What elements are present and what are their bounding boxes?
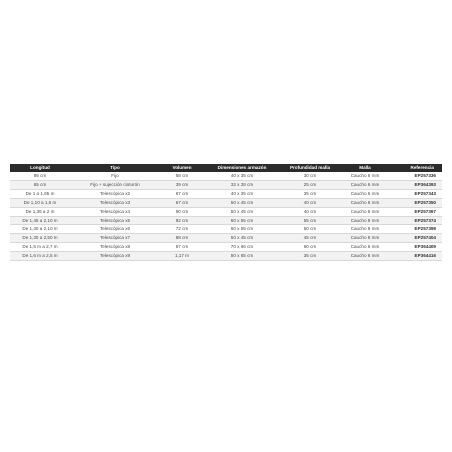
table-row <box>10 252 442 261</box>
referencia-cell: EP257343 <box>390 189 442 198</box>
dimensiones-cell: 40 x 35 cm <box>204 172 280 180</box>
referencia-cell: EP257374 <box>390 216 442 225</box>
malla-cell: Caucho 8 mm <box>340 207 390 216</box>
header-longitud: Longitud <box>10 164 70 172</box>
malla-cell: Caucho 6 mm <box>340 189 390 198</box>
volumen-cell: 90 cm <box>160 207 204 216</box>
profundidad-cell: 30 cm <box>280 172 340 180</box>
malla-cell: Caucho 8 mm <box>340 225 390 234</box>
header-malla: Malla <box>340 164 390 172</box>
tipo-cell: Telescópica x4 <box>70 207 160 216</box>
malla-cell: Caucho 6 mm <box>340 180 390 189</box>
malla-cell: Caucho 6 mm <box>340 252 390 261</box>
tipo-cell: Fijo <box>70 172 160 180</box>
referencia-cell: EP257398 <box>390 225 442 234</box>
referencia-cell: EP257367 <box>390 207 442 216</box>
volumen-cell: 72 cm <box>160 225 204 234</box>
malla-cell: Caucho 6 mm <box>340 172 390 180</box>
dimensiones-cell: 70 x 66 cm <box>204 243 280 252</box>
volumen-cell: 67 cm <box>160 198 204 207</box>
malla-cell: Caucho 8 mm <box>340 216 390 225</box>
tipo-cell: Telescópica x8 <box>70 243 160 252</box>
profundidad-cell: 50 cm <box>280 225 340 234</box>
dimensiones-cell: 40 x 35 cm <box>204 189 280 198</box>
header-dimensiones: Dimensiones armazón <box>204 164 280 172</box>
referencia-cell: EP364416 <box>390 252 442 261</box>
table-header <box>10 164 442 172</box>
profundidad-cell: 35 cm <box>280 252 340 261</box>
header-tipo: Tipo <box>70 164 160 172</box>
dimensiones-cell: 50 x 45 cm <box>204 207 280 216</box>
referencia-cell: EP257404 <box>390 234 442 243</box>
dimensiones-cell: 32 x 28 cm <box>204 180 280 189</box>
dimensiones-cell: 50 x 45 cm <box>204 198 280 207</box>
longitud-cell: 95 cm <box>10 172 70 180</box>
volumen-cell: 87 cm <box>160 243 204 252</box>
tipo-cell: Telescópica x5 <box>70 216 160 225</box>
profundidad-cell: 40 cm <box>280 207 340 216</box>
malla-cell: Caucho 8 mm <box>340 198 390 207</box>
table-row <box>10 234 442 243</box>
header-profundidad: Profundidad malla <box>280 164 340 172</box>
volumen-cell: 39 cm <box>160 180 204 189</box>
referencia-cell: EP257350 <box>390 198 442 207</box>
tipo-cell: Telescópica x7 <box>70 234 160 243</box>
product-specs-table <box>10 164 442 261</box>
longitud-cell: De 1 a 1,65 m <box>10 189 70 198</box>
volumen-cell: 58 cm <box>160 172 204 180</box>
referencia-cell: EP257336 <box>390 172 442 180</box>
tipo-cell: Fijo + sujección cinturón <box>70 180 160 189</box>
longitud-cell: De 1,5 m a 2,7 m <box>10 243 70 252</box>
tipo-cell: Telescópica x3 <box>70 198 160 207</box>
tipo-cell: Telescópica x6 <box>70 225 160 234</box>
header-row <box>10 164 442 172</box>
product-table-container <box>10 164 442 261</box>
profundidad-cell: 35 cm <box>280 189 340 198</box>
profundidad-cell: 25 cm <box>280 180 340 189</box>
table-body <box>10 172 442 261</box>
tipo-cell: Telescópica x2 <box>70 189 160 198</box>
longitud-cell: 65 cm <box>10 180 70 189</box>
longitud-cell: De 1,30 a 2,10 m <box>10 225 70 234</box>
table-row <box>10 207 442 216</box>
dimensiones-cell: 60 x 55 cm <box>204 216 280 225</box>
volumen-cell: 67 cm <box>160 189 204 198</box>
profundidad-cell: 45 cm <box>280 234 340 243</box>
table-row <box>10 180 442 189</box>
longitud-cell: De 1,6 m a 2,5 m <box>10 252 70 261</box>
volumen-cell: 92 cm <box>160 216 204 225</box>
profundidad-cell: 60 cm <box>280 243 340 252</box>
dimensiones-cell: 50 x 45 cm <box>204 234 280 243</box>
table-row <box>10 172 442 180</box>
malla-cell: Caucho 6 mm <box>340 243 390 252</box>
profundidad-cell: 55 cm <box>280 216 340 225</box>
profundidad-cell: 40 cm <box>280 198 340 207</box>
dimensiones-cell: 50 x 65 cm <box>204 252 280 261</box>
referencia-cell: EP364409 <box>390 243 442 252</box>
header-volumen: Volumen <box>160 164 204 172</box>
table-row <box>10 198 442 207</box>
longitud-cell: De 1,45 a 2,10 m <box>10 216 70 225</box>
volumen-cell: 1,17 m <box>160 252 204 261</box>
table-row <box>10 189 442 198</box>
table-row <box>10 225 442 234</box>
longitud-cell: De 1,30 a 2,50 m <box>10 234 70 243</box>
tipo-cell: Telescópica x9 <box>70 252 160 261</box>
referencia-cell: EP364393 <box>390 180 442 189</box>
longitud-cell: De 1,10 a 1,5 m <box>10 198 70 207</box>
dimensiones-cell: 60 x 55 cm <box>204 225 280 234</box>
malla-cell: Caucho 8 mm <box>340 234 390 243</box>
volumen-cell: 88 cm <box>160 234 204 243</box>
table-row <box>10 243 442 252</box>
longitud-cell: De 1,35 a 2 m <box>10 207 70 216</box>
table-row <box>10 216 442 225</box>
header-referencia: Referencia <box>390 164 442 172</box>
